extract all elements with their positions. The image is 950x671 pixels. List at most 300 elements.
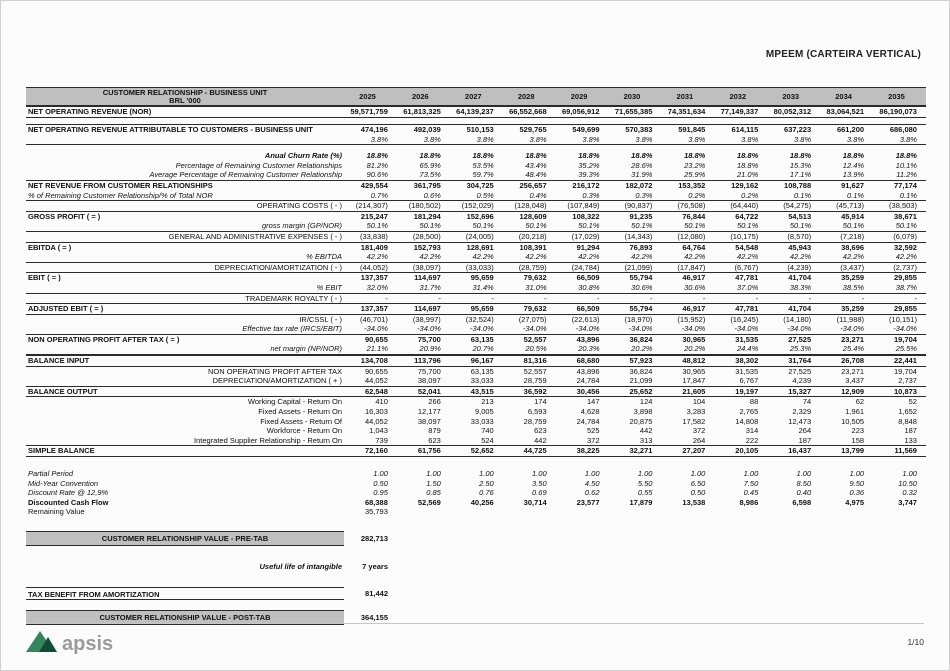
row-value: 79,632 <box>523 304 547 314</box>
row-value: 20.5% <box>525 344 547 354</box>
row-value: (6,767) <box>734 262 759 272</box>
row-value: 38,302 <box>735 356 759 366</box>
row-value: 86,190,073 <box>879 107 917 117</box>
row-value: 30,965 <box>682 366 706 376</box>
row-value: 181,294 <box>413 211 441 221</box>
row-value: 474,196 <box>360 125 388 134</box>
row-value: 0.2% <box>688 190 706 200</box>
row-value: -34.0% <box>681 324 706 334</box>
row-value: 1.00 <box>637 469 653 478</box>
row-value: 66,509 <box>576 304 600 314</box>
row-label: ADJUSTED EBIT ( = ) <box>28 304 104 314</box>
row-value: 38,097 <box>417 376 441 386</box>
row-value: 1.00 <box>690 469 706 478</box>
row-value: 591,845 <box>678 125 706 134</box>
row-value: 0.6% <box>423 190 441 200</box>
row-value: - <box>755 293 759 303</box>
table-row <box>26 469 926 479</box>
row-label: Discounted Cash Flow <box>28 497 109 507</box>
row-value: 6,767 <box>739 376 759 386</box>
row-value: 50.1% <box>684 221 706 231</box>
row-value: -34.0% <box>734 324 759 334</box>
row-value: 62 <box>855 397 865 407</box>
row-value: 137,357 <box>360 304 388 314</box>
row-value: 153,352 <box>678 180 706 190</box>
row-value: 1.00 <box>849 469 865 478</box>
row-value: (45,713) <box>836 201 865 211</box>
table-row <box>26 151 926 161</box>
pre-tab-row <box>26 531 926 546</box>
row-value: 0.3% <box>635 190 653 200</box>
row-value: 12.4% <box>842 160 865 170</box>
row-value: 50.1% <box>842 221 865 231</box>
row-value: 549,699 <box>572 125 600 134</box>
table-row <box>26 417 926 427</box>
table-row <box>26 436 926 446</box>
year-header: 2030 <box>623 91 641 101</box>
table-row <box>26 507 926 517</box>
useful-life-label: Useful life of intangible <box>259 561 342 571</box>
row-value: 88 <box>749 397 759 407</box>
row-value: 0.3% <box>582 190 600 200</box>
row-value: 8,848 <box>898 416 917 426</box>
row-value: 30,965 <box>682 334 706 344</box>
row-value: (38,997) <box>412 314 441 324</box>
table-title-cell <box>26 88 344 105</box>
row-value: 73.5% <box>419 170 441 180</box>
row-value: 3.8% <box>794 134 812 144</box>
row-value: 0.50 <box>690 488 706 498</box>
row-label: NET OPERATING REVENUE (NOR) <box>28 107 152 117</box>
row-value: 38,097 <box>417 416 441 426</box>
row-value: 25.9% <box>684 170 706 180</box>
row-value: 4.50 <box>584 478 600 488</box>
row-value: 3,747 <box>898 497 917 507</box>
row-value: 31,535 <box>735 334 759 344</box>
tax-benefit-value: 81,442 <box>365 588 388 598</box>
row-value: 128,691 <box>466 242 494 252</box>
row-label: OPERATING COSTS ( - ) <box>256 201 342 211</box>
row-value: 77,174 <box>894 180 917 190</box>
row-value: 18.8% <box>895 151 917 161</box>
row-value: (22,613) <box>571 314 600 324</box>
row-value: -34.0% <box>840 324 865 334</box>
row-value: 35.2% <box>578 160 600 170</box>
row-value: (3,437) <box>840 262 865 272</box>
row-label: net margin (NP/NOR) <box>270 344 342 354</box>
row-label: Fixed Assets - Return On <box>258 407 342 417</box>
row-value: 42.2% <box>895 252 917 262</box>
row-value: - <box>702 293 706 303</box>
row-value: 152,793 <box>413 242 441 252</box>
row-value: 4,628 <box>580 407 600 417</box>
row-value: 17,879 <box>629 497 653 507</box>
row-value: 3.8% <box>688 134 706 144</box>
row-value: 114,697 <box>414 273 441 283</box>
row-value: 76,893 <box>629 242 653 252</box>
row-value: 6.50 <box>690 478 706 488</box>
row-value: 0.95 <box>373 488 388 498</box>
row-value: (17,029) <box>571 231 600 241</box>
row-value: 2,765 <box>739 407 759 417</box>
row-value: 30,714 <box>523 497 547 507</box>
row-value: 54,548 <box>735 242 759 252</box>
row-value: 3.50 <box>532 478 547 488</box>
row-value: - <box>914 293 917 303</box>
row-value: 81.2% <box>366 160 388 170</box>
row-value: 19,704 <box>894 334 917 344</box>
row-value: -34.0% <box>575 324 600 334</box>
row-value: 623 <box>428 435 441 445</box>
row-value: 13,538 <box>682 497 706 507</box>
row-value: 133 <box>904 435 917 445</box>
row-value: 38,671 <box>894 211 917 221</box>
row-value: -34.0% <box>522 324 547 334</box>
row-value: 42.2% <box>842 252 865 262</box>
row-value: (28,500) <box>412 231 441 241</box>
row-value: (90,837) <box>624 201 653 211</box>
row-value: 0.55 <box>637 488 653 498</box>
row-value: 0.36 <box>849 488 865 498</box>
row-value: 17,582 <box>682 416 706 426</box>
table-row <box>26 303 926 315</box>
row-value: 50.1% <box>366 221 388 231</box>
row-value: 38.7% <box>895 282 917 292</box>
row-value: 14,808 <box>735 416 759 426</box>
row-value: 48.4% <box>525 170 547 180</box>
row-value: 59.7% <box>472 170 494 180</box>
row-value: 410 <box>375 397 388 407</box>
row-value: (27,075) <box>518 314 547 324</box>
row-value: 16,303 <box>364 407 388 417</box>
row-value: 62,548 <box>364 386 388 396</box>
row-value: 21,099 <box>629 376 653 386</box>
row-value: 8,986 <box>739 497 759 507</box>
row-value: 524 <box>481 435 494 445</box>
row-value: 19,197 <box>735 386 759 396</box>
row-value: 510,153 <box>466 125 494 134</box>
row-value: 6,593 <box>527 407 547 417</box>
row-value: 35,259 <box>841 273 865 283</box>
row-label: gross margin (GP/NOR) <box>261 221 342 231</box>
row-value: 28.6% <box>631 160 653 170</box>
row-value: -34.0% <box>417 324 441 334</box>
row-value: 90.6% <box>366 170 388 180</box>
row-value: 1.00 <box>796 469 812 478</box>
row-value: 25,652 <box>629 386 653 396</box>
row-value: 2,329 <box>792 407 812 417</box>
row-label: NON OPERATING PROFIT AFTER TAX ( = ) <box>28 334 180 344</box>
tax-benefit-label: TAX BENEFIT FROM AMORTIZATION <box>26 587 344 600</box>
row-value: 43,896 <box>576 366 600 376</box>
row-value: 21.0% <box>736 170 759 180</box>
row-value: 18.8% <box>842 151 865 161</box>
row-value: 108,322 <box>572 211 600 221</box>
row-value: -34.0% <box>469 324 494 334</box>
row-label: Remaining Value <box>28 507 85 517</box>
row-value: 63,135 <box>470 366 494 376</box>
row-value: 43,515 <box>470 386 494 396</box>
row-label: Effective tax rate (IRCS/EBIT) <box>242 324 342 334</box>
row-label: Workforce - Return On <box>266 426 342 436</box>
row-value: 55,794 <box>629 273 653 283</box>
table-row <box>26 272 926 283</box>
row-label: Mid-Year Convention <box>28 478 99 488</box>
row-value: 18.8% <box>684 151 706 161</box>
row-value: (180,502) <box>408 201 441 211</box>
row-value: 12,177 <box>417 407 441 417</box>
row-value: (24,005) <box>465 231 494 241</box>
row-value: 44,725 <box>523 446 547 456</box>
row-value: 55,794 <box>629 304 653 314</box>
row-value: 95,659 <box>470 304 494 314</box>
table-row <box>26 106 926 118</box>
row-value: 50.1% <box>472 221 494 231</box>
row-value: (128,048) <box>514 201 547 211</box>
table-row <box>26 124 926 135</box>
row-value: 28,759 <box>523 376 547 386</box>
table-row <box>26 242 926 253</box>
row-label: NET REVENUE FROM CUSTOMER RELATIONSHIPS <box>28 180 213 190</box>
row-value: 50.1% <box>895 221 917 231</box>
table-row <box>26 263 926 273</box>
row-value: 0.1% <box>846 190 865 200</box>
row-value: (107,849) <box>567 201 600 211</box>
table-unit-label: BRL '000 <box>169 96 201 106</box>
year-header: 2031 <box>676 91 694 101</box>
row-value: 61,756 <box>417 446 441 456</box>
row-value: 0.2% <box>741 190 759 200</box>
row-value: 64,139,237 <box>456 107 494 117</box>
row-value: 18.8% <box>366 151 388 161</box>
row-value: 304,725 <box>466 180 494 190</box>
row-value: 91,294 <box>576 242 600 252</box>
post-tab-label: CUSTOMER RELATIONSHIP VALUE - POST-TAB <box>26 610 344 625</box>
row-value: 182,072 <box>625 180 653 190</box>
row-value: 2.50 <box>479 478 494 488</box>
logo-wordmark: apsis <box>62 633 114 655</box>
row-value: 30,456 <box>576 386 600 396</box>
row-value: 10,505 <box>841 416 865 426</box>
row-label: BALANCE OUTPUT <box>28 386 98 396</box>
row-value: 3,898 <box>633 407 653 417</box>
row-value: 43.4% <box>525 160 547 170</box>
row-value: 10.1% <box>895 160 917 170</box>
year-header: 2028 <box>517 91 535 101</box>
row-value: 266 <box>428 397 441 407</box>
row-value: 27,525 <box>788 334 812 344</box>
row-value: 44,052 <box>364 416 388 426</box>
year-header: 2034 <box>835 91 852 101</box>
table-row <box>26 294 926 304</box>
row-value: 52 <box>908 397 917 407</box>
row-value: 23,271 <box>841 334 865 344</box>
table-row <box>26 315 926 325</box>
row-value: 79,632 <box>523 273 547 283</box>
row-value: 47,781 <box>735 273 759 283</box>
row-value: 0.1% <box>899 190 917 200</box>
row-value: 10.50 <box>898 478 917 488</box>
row-value: 42.2% <box>419 252 441 262</box>
row-value: 0.50 <box>373 478 388 488</box>
row-value: 68,388 <box>364 497 388 507</box>
row-value: 158 <box>851 435 865 445</box>
row-value: 63,135 <box>470 334 494 344</box>
row-value: 18.8% <box>472 151 494 161</box>
row-value: 3.8% <box>529 134 547 144</box>
table-row <box>26 479 926 489</box>
row-label: IR/CSSL ( - ) <box>299 314 342 324</box>
row-value: 33,033 <box>470 416 494 426</box>
row-value: 10,873 <box>894 386 917 396</box>
row-value: 17.1% <box>789 170 812 180</box>
row-value: 50.1% <box>525 221 547 231</box>
row-value: 31,535 <box>735 366 759 376</box>
row-value: 30.6% <box>631 282 653 292</box>
table-row <box>26 367 926 377</box>
row-value: 52,557 <box>523 334 547 344</box>
row-value: 64,722 <box>735 211 759 221</box>
row-value: 0.32 <box>902 488 917 498</box>
row-value: 19,704 <box>894 366 917 376</box>
table-row <box>26 426 926 436</box>
row-value: (64,440) <box>730 201 759 211</box>
row-value: 137,357 <box>360 273 388 283</box>
row-value: 95,659 <box>470 273 494 283</box>
row-value: 223 <box>851 426 865 436</box>
row-label: NON OPERATING PROFIT AFTER TAX <box>207 366 342 376</box>
table-row <box>26 488 926 498</box>
table-row <box>26 221 926 232</box>
row-value: 50.1% <box>736 221 759 231</box>
row-value: 21.1% <box>366 344 388 354</box>
year-header-cells <box>344 92 926 102</box>
row-value: -34.0% <box>893 324 917 334</box>
row-value: - <box>597 293 600 303</box>
row-value: 42.2% <box>525 252 547 262</box>
row-value: 75,700 <box>417 366 441 376</box>
row-value: 96,167 <box>470 356 494 366</box>
row-value: 187 <box>798 435 812 445</box>
row-value: 314 <box>745 426 759 436</box>
row-value: 90,655 <box>364 366 388 376</box>
row-value: (16,245) <box>730 314 759 324</box>
row-value: (38,097) <box>412 262 441 272</box>
row-value: 38.5% <box>842 282 865 292</box>
row-value: 26,708 <box>841 356 865 366</box>
row-value: (12,080) <box>677 231 706 241</box>
year-header: 2026 <box>412 91 429 101</box>
row-value: 1,043 <box>369 426 388 436</box>
row-value: 174 <box>534 397 547 407</box>
row-value: 0.76 <box>479 488 494 498</box>
row-value: (24,784) <box>571 262 600 272</box>
row-value: 23,577 <box>576 497 600 507</box>
mpeem-table <box>26 87 926 625</box>
row-value: 54,513 <box>788 211 812 221</box>
row-value: 76,844 <box>682 211 706 221</box>
row-value: (14,180) <box>783 314 812 324</box>
row-value: 52,569 <box>417 497 441 507</box>
row-label: % EBIT <box>316 282 342 292</box>
row-value: 216,172 <box>572 180 600 190</box>
row-label: Anual Churn Rate (%) <box>264 151 342 161</box>
row-value: 222 <box>745 435 759 445</box>
table-body <box>26 106 926 517</box>
row-value: (2,737) <box>893 262 917 272</box>
row-value: 65.9% <box>419 160 441 170</box>
row-value: 18.8% <box>789 151 812 161</box>
year-header: 2027 <box>464 91 482 101</box>
row-value: 442 <box>639 426 653 436</box>
table-row <box>26 498 926 508</box>
row-value: 42.2% <box>366 252 388 262</box>
row-value: 35,793 <box>364 507 388 517</box>
row-value: 24,784 <box>576 376 600 386</box>
row-value: (15,952) <box>677 314 706 324</box>
row-value: 50.1% <box>419 221 441 231</box>
row-value: (33,033) <box>465 262 494 272</box>
table-row <box>26 232 926 242</box>
row-value: 637,223 <box>784 125 812 134</box>
row-value: 29,855 <box>894 304 917 314</box>
row-label: BALANCE INPUT <box>28 356 90 366</box>
row-value: 36,824 <box>629 366 653 376</box>
row-value: 6,598 <box>792 497 812 507</box>
row-value: 50.1% <box>631 221 653 231</box>
row-value: 3.8% <box>582 134 600 144</box>
row-value: 9,005 <box>474 407 494 417</box>
table-row <box>26 407 926 417</box>
row-value: 20,875 <box>629 416 653 426</box>
row-value: 20.2% <box>631 344 653 354</box>
row-value: 27,207 <box>682 446 706 456</box>
row-value: 623 <box>534 426 547 436</box>
row-label: SIMPLE BALANCE <box>28 446 95 456</box>
row-value: 1.00 <box>373 469 388 478</box>
row-value: (54,275) <box>783 201 812 211</box>
row-value: 80,052,312 <box>773 107 812 117</box>
row-label: Fixed Assets - Return Of <box>260 416 342 426</box>
row-value: 75,700 <box>417 334 441 344</box>
row-value: 23,271 <box>841 366 865 376</box>
row-value: 147 <box>587 397 600 407</box>
row-value: (18,970) <box>624 314 653 324</box>
row-label: GENERAL AND ADMINISTRATIVE EXPENSES ( - ) <box>168 231 342 241</box>
row-value: 1.00 <box>902 469 917 478</box>
row-value: 0.85 <box>426 488 441 498</box>
row-value: 1,961 <box>845 407 865 417</box>
row-value: 134,708 <box>360 356 388 366</box>
row-value: 104 <box>692 397 706 407</box>
page-title: MPEEM (CARTEIRA VERTICAL) <box>765 49 921 60</box>
row-value: 59,571,759 <box>350 107 388 117</box>
row-value: 52,557 <box>523 366 547 376</box>
row-value: 17,847 <box>682 376 706 386</box>
row-value: 124 <box>639 397 653 407</box>
row-value: 614,115 <box>731 125 759 134</box>
row-value: 4,239 <box>792 376 812 386</box>
row-value: 0.40 <box>796 488 812 498</box>
row-value: (17,847) <box>677 262 706 272</box>
row-value: - <box>438 293 441 303</box>
apsis-logo <box>26 629 136 655</box>
row-value: (4,239) <box>787 262 812 272</box>
table-row <box>26 397 926 407</box>
row-value: 61,813,325 <box>403 107 441 117</box>
year-header: 2033 <box>782 91 800 101</box>
useful-life-row <box>26 562 926 571</box>
